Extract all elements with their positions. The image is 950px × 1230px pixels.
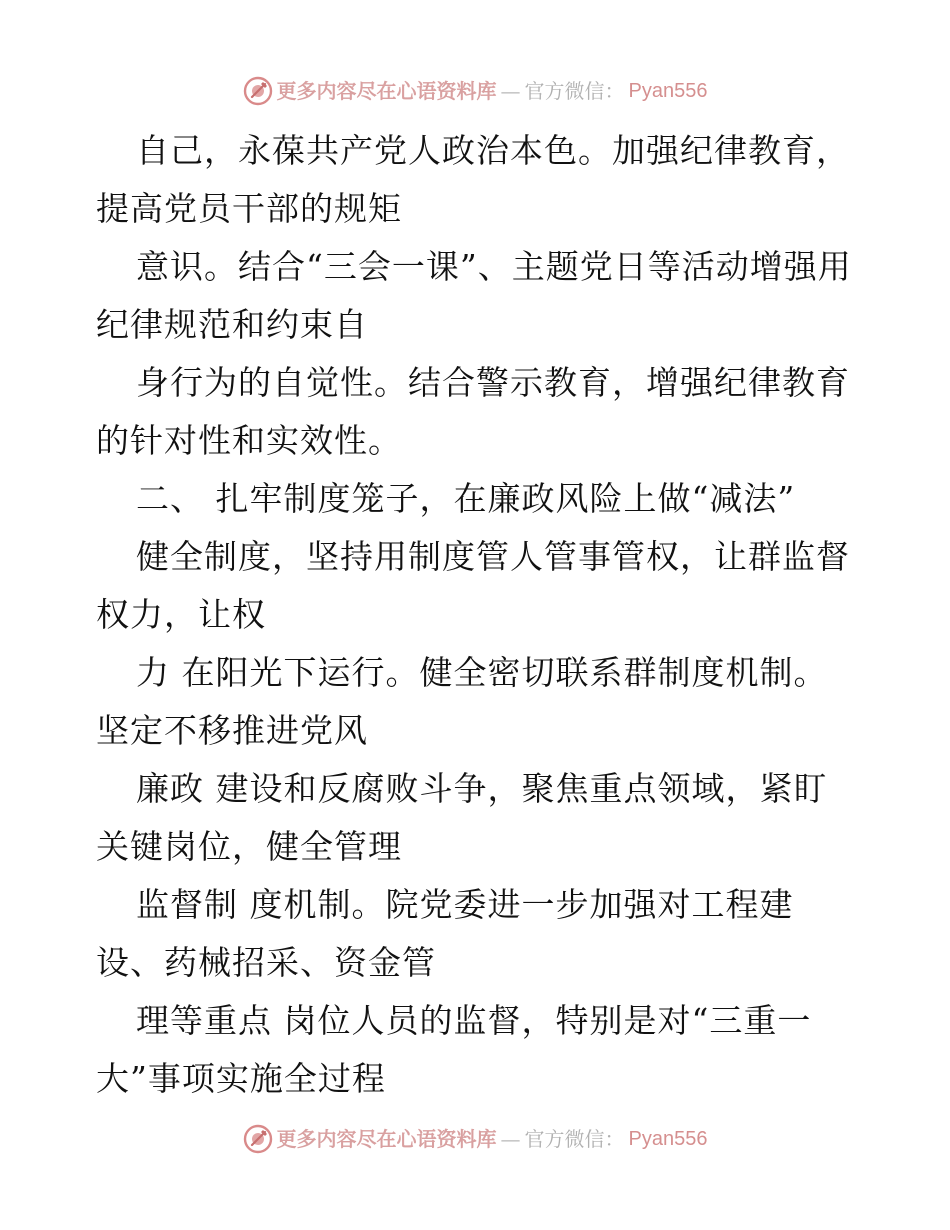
paragraph-6: 力 在阳光下运行。健全密切联系群制度机制。坚定不移推进党风 [96, 653, 828, 750]
watermark-separator: — [500, 1127, 521, 1151]
paragraph-9: 理等重点 岗位人员的监督，特别是对“三重一大”事项实施全过程 [96, 1001, 812, 1098]
watermark [243, 1124, 708, 1154]
paragraph-7: 廉政 建设和反腐败斗争，聚焦重点领域，紧盯关键岗位，健全管理 [96, 769, 828, 866]
watermark-brand: 更多内容尽在心语资料库 [276, 1127, 497, 1151]
page-header-watermark [0, 71, 950, 111]
watermark-brand: 更多内容尽在心语资料库 [276, 79, 497, 103]
brand-logo-icon [243, 76, 273, 106]
paragraph-2: 意识。结合“三会一课”、主题党日等活动增强用纪律规范和约束自 [96, 247, 852, 344]
watermark-contact-label: 官方微信： [524, 1127, 625, 1151]
paragraph-8: 监督制 度机制。院党委进一步加强对工程建 设、药械招采、资金管 [96, 885, 794, 982]
section-heading: 二、 扎牢制度笼子，在廉政风险上做“减法” [136, 479, 796, 518]
page-footer-watermark [0, 1119, 950, 1159]
document-body [96, 122, 856, 1108]
watermark-contact-label: 官方微信： [524, 79, 625, 103]
paragraph-1: 自己，永葆共产党人政治本色。加强纪律教育，提高党员干部的规矩 [96, 131, 850, 228]
watermark-contact-id: Pyan556 [628, 80, 708, 102]
watermark-separator: — [500, 79, 521, 103]
paragraph-3: 身行为的自觉性。结合警示教育，增强纪律教育的针对性和实效性。 [96, 363, 850, 460]
paragraph-5: 健全制度，坚持用制度管人管事管权，让群监督权力，让权 [96, 537, 850, 634]
watermark [243, 76, 708, 106]
watermark-contact-id: Pyan556 [628, 1128, 708, 1150]
brand-logo-icon [243, 1124, 273, 1154]
